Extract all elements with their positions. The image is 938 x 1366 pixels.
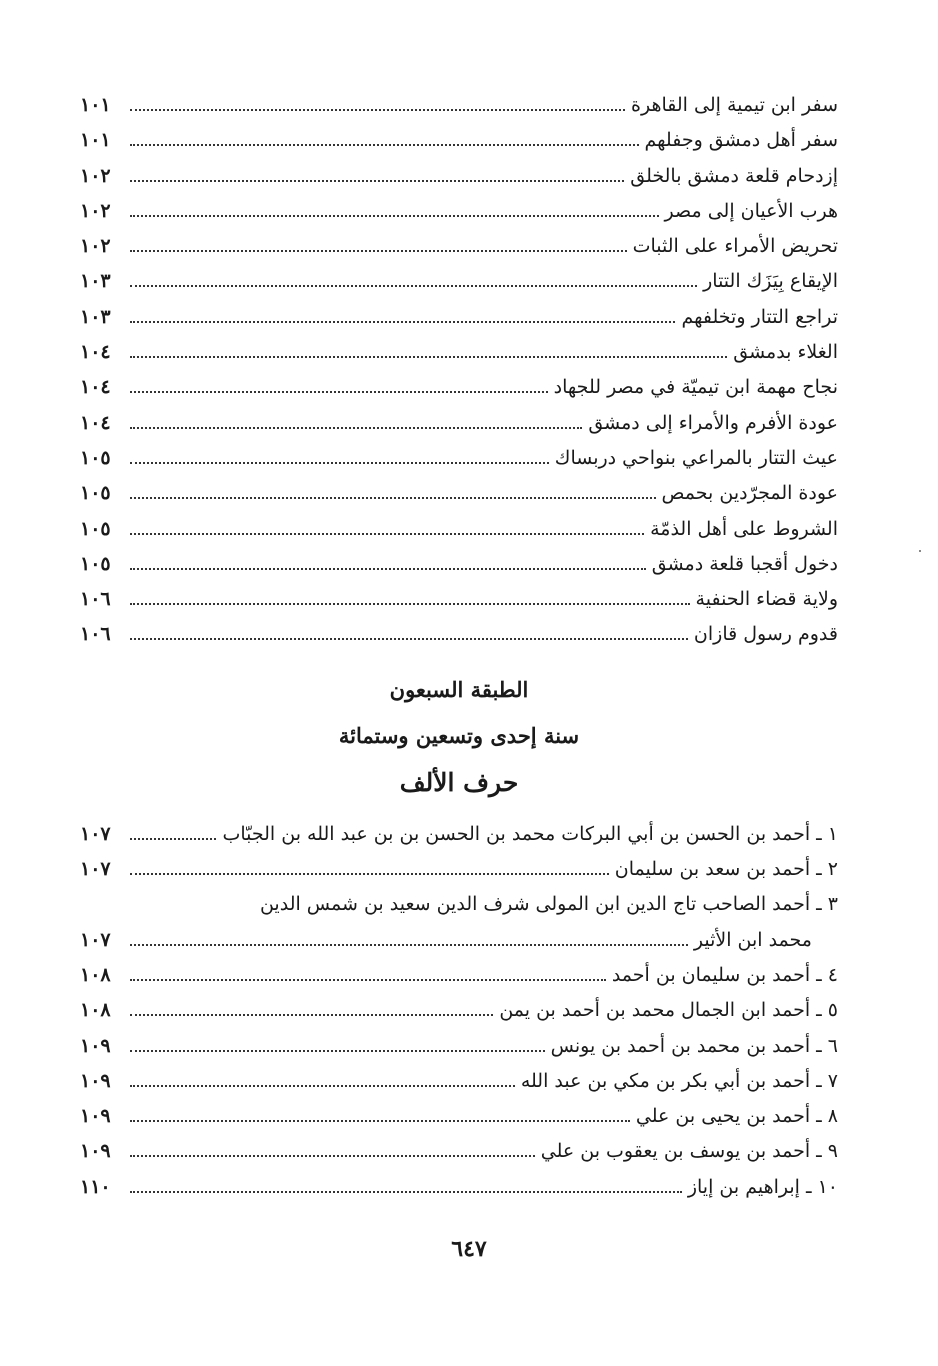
leader-dots [130,462,549,464]
leader-dots [130,215,659,217]
toc-entry-page: ١٠٤ [80,411,111,434]
toc-page [80,88,838,1205]
toc-entry-page: ١٠٢ [80,199,111,222]
toc-row [80,1099,838,1134]
toc-entry-page: ١٠٩ [80,1069,111,1092]
toc-row [80,547,838,582]
toc-row [80,817,838,852]
toc-entry-title: إزدحام قلعة دمشق بالخلق [630,164,838,187]
toc-entry-page: ١٠٩ [80,1034,111,1057]
leader-dots [130,603,690,605]
leader-dots [130,638,688,640]
toc-row [80,370,838,405]
toc-entry-page: ١٠٢ [80,164,111,187]
leader-dots [130,1120,630,1122]
toc-entry-page: ١٠٤ [80,341,111,364]
toc-entry-page: ١٠٧ [80,822,111,845]
toc-entry-title: ٦ ـ أحمد بن محمد بن أحمد بن يونس [550,1034,838,1057]
year-heading: سنة إحدى وتسعين وستمائة [338,722,580,748]
leader-dots [130,285,697,287]
leader-dots [130,144,639,146]
toc-entry-page: ١٠٥ [80,552,111,575]
leader-dots [130,1050,545,1052]
toc-row [80,1064,838,1099]
toc-entry-title: ٥ ـ أحمد ابن الجمال محمد بن أحمد بن يمن [499,999,838,1022]
toc-row [80,617,838,652]
toc-row [80,923,838,958]
toc-entry-page: ١٠٨ [80,963,111,986]
toc-entry-title: ٤ ـ أحمد بن سليمان بن أحمد [611,963,838,986]
toc-row [80,300,838,335]
toc-entry-title: عودة المجرّدين بحمص [661,482,838,505]
toc-entry-page: ١٠٩ [80,1140,111,1163]
leader-dots [130,356,727,358]
toc-row [80,88,838,123]
toc-entry-title: ٨ ـ أحمد بن يحيى بن علي [635,1105,838,1128]
toc-row [80,582,838,617]
toc-entry-page: ١٠٤ [80,376,111,399]
toc-entry-title: ٣ ـ أحمد الصاحب تاج الدين ابن المولى شرف الدين سعيد بن شمس الدين [259,893,838,916]
toc-row [80,1134,838,1169]
toc-entry-page: ١٠٥ [80,482,111,505]
toc-row [80,887,838,922]
toc-entry-title: ٧ ـ أحمد بن أبي بكر بن مكي بن عبد الله [520,1069,838,1092]
toc-entry-page: ١٠٢ [80,235,111,258]
toc-row [80,335,838,370]
toc-entry-title: تحريض الأمراء على الثبات [632,235,838,258]
toc-row [80,229,838,264]
letter-heading: حرف الألف [399,767,519,797]
toc-row [80,993,838,1028]
toc-row [80,958,838,993]
leader-dots [130,250,627,252]
toc-entry-title: سفر ابن تيمية إلى القاهرة [631,94,838,116]
toc-entry-title: ٢ ـ أحمد بن سعد بن سليمان [614,858,838,881]
toc-entry-title: عيث التتار بالمراعي بنواحي دربساك [554,446,838,469]
toc-entry-title: هرب الأعيان إلى مصر [664,199,838,222]
toc-row [80,476,838,511]
toc-row [80,264,838,299]
toc-entry-page: ١٠٧ [80,928,111,951]
toc-row [80,194,838,229]
toc-entry-title: محمد ابن الأثير [693,928,812,951]
leader-dots [130,1085,515,1087]
toc-entry-page: ١٠٩ [80,1105,111,1128]
toc-entry-title: سفر أهل دمشق وجفلهم [644,129,838,152]
toc-entry-page: ١٠٣ [80,305,111,328]
toc-entry-title: دخول أقجبا قلعة دمشق [651,552,838,575]
toc-entry-title: ١٠ ـ إبراهيم بن إياز [687,1175,838,1198]
leader-dots [130,979,606,981]
toc-entry-page: ١٠٧ [80,858,111,881]
toc-entry-title: ولاية قضاء الحنفية [695,588,838,611]
leader-dots [130,873,609,875]
leader-dots [130,391,548,393]
toc-row [80,1029,838,1064]
toc-entry-title: الغلاء بدمشق [733,341,838,364]
toc-entry-page: ١٠٦ [80,623,111,646]
leader-dots [130,497,656,499]
toc-entry-title: تراجع التتار وتخلفهم [681,305,838,328]
toc-row [80,159,838,194]
toc-entry-title: قدوم رسول قازان [693,623,838,646]
toc-row [80,1170,838,1205]
toc-entry-page: ١٠٨ [80,999,111,1022]
leader-dots [130,533,644,535]
toc-entry-page: ١٠٦ [80,588,111,611]
section-headings [80,667,838,807]
toc-entry-title: الشروط على أهل الذمّة [650,517,838,540]
leader-dots [130,180,624,182]
leader-dots [130,1191,682,1193]
toc-list-entries [80,817,838,1205]
toc-entry-page: ١٠١ [80,94,111,116]
toc-row [80,512,838,547]
leader-dots [130,944,688,946]
toc-entry-page: ١٠٣ [80,270,111,293]
toc-row [80,441,838,476]
toc-row [80,852,838,887]
toc-entry-title: ١ ـ أحمد بن الحسن بن أبي البركات محمد بن الحسن بن بن عبد الله بن الجبّاب [222,822,838,845]
page-number: ٦٤٧ [451,1236,487,1262]
leader-dots [130,1014,493,1016]
leader-dots [130,1155,535,1157]
leader-dots [130,838,216,840]
leader-dots [130,568,646,570]
toc-row [80,123,838,158]
tabaqa-heading: الطبقة السبعون [389,676,529,702]
toc-entry-title: الإيقاع بِيَزَك التتار [703,270,838,293]
toc-row [80,406,838,441]
toc-entry-title: نجاح مهمة ابن تيميّة في مصر للجهاد [553,376,838,399]
toc-entry-page: ١٠١ [80,129,111,152]
toc-entry-title: عودة الأفرم والأمراء إلى دمشق [588,411,838,434]
leader-dots [130,321,675,323]
leader-dots [130,427,582,429]
leader-dots [130,109,625,111]
toc-entry-page: ١٠٥ [80,446,111,469]
toc-entry-page: ١٠٥ [80,517,111,540]
toc-list-top [80,88,838,653]
toc-entry-title: ٩ ـ أحمد بن يوسف بن يعقوب بن علي [540,1140,838,1163]
toc-entry-page: ١١٠ [80,1175,111,1198]
scan-speck [919,550,921,552]
